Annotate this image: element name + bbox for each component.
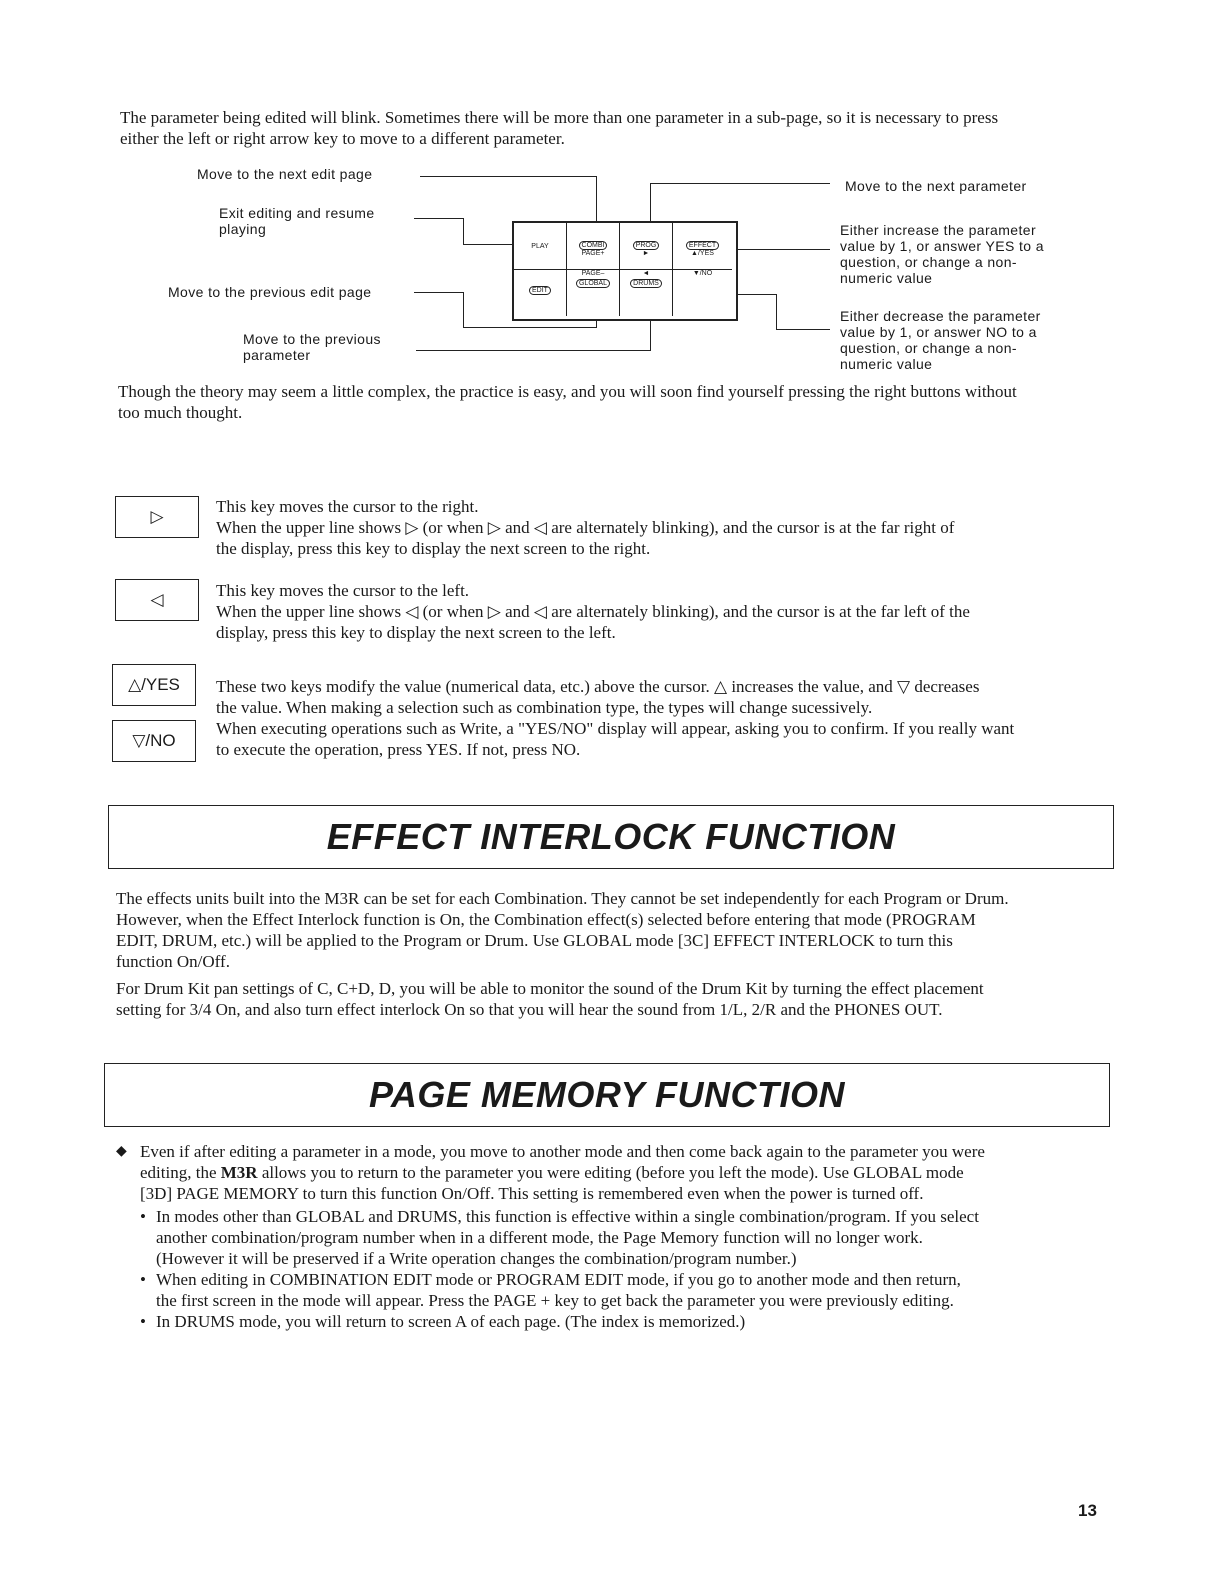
body-line: Even if after editing a parameter in a mode, you move to another mode and then come back again to the parameter you were [140, 1142, 985, 1161]
dot-bullet-icon: • [140, 1207, 146, 1226]
outro-paragraph [118, 381, 1128, 423]
yes-key-label: △/YES [128, 675, 180, 694]
leader-line [650, 317, 651, 351]
effect-interlock-header [108, 805, 1114, 869]
global-key[interactable] [567, 270, 620, 316]
effect-interlock-body [116, 888, 1116, 1020]
leader-line [776, 294, 777, 330]
desc-line: When the upper line shows ◁ (or when ▷ and ◁ are alternately blinking), and the cursor is at the far left of the [216, 602, 970, 621]
key-label: COMBI [579, 241, 608, 250]
label-line: numeric value [840, 270, 933, 286]
outro-line: Though the theory may seem a little complex, the practice is easy, and you will soon find yourself pressing the right buttons without [118, 382, 1017, 401]
leader-line [650, 183, 651, 222]
key-label: PLAY [531, 243, 549, 250]
intro-line: The parameter being edited will blink. Sometimes there will be more than one parameter in a sub-page, so it is necessary to press [120, 108, 999, 127]
leader-line [420, 176, 597, 177]
drums-key[interactable] [620, 270, 673, 316]
desc-line: This key moves the cursor to the right. [216, 497, 479, 516]
right-cursor-key[interactable] [115, 496, 199, 538]
right-key-description [216, 496, 1126, 559]
model-name: M3R [220, 1163, 258, 1182]
label-line: numeric value [840, 356, 933, 372]
body-line: the first screen in the mode will appear. Press the PAGE + key to get back the parameter you were previously editing. [156, 1291, 954, 1310]
key-label: PROG [633, 241, 660, 250]
label-exit-editing [219, 205, 375, 237]
left-triangle-icon: ◁ [150, 590, 164, 609]
main-bullet [116, 1141, 1116, 1204]
list-item [140, 1206, 1116, 1269]
left-cursor-key[interactable] [115, 579, 199, 621]
key-sublabel: ◄ [642, 270, 650, 277]
page-memory-title: PAGE MEMORY FUNCTION [368, 1074, 846, 1115]
leader-line [650, 183, 830, 184]
list-item [140, 1269, 1116, 1311]
label-decrease [840, 308, 1041, 372]
body-line: [3D] PAGE MEMORY to turn this function On/Off. This setting is remembered even when the power is turned off. [140, 1184, 924, 1203]
body-line: another combination/program number when in a different mode, the Page Memory function will no longer work. [156, 1228, 923, 1247]
text-run: allows you to return to the parameter you were editing (before you left the mode). Use GLOBAL mode [257, 1163, 964, 1182]
leader-line [414, 292, 464, 293]
label-line: question, or change a non- [840, 340, 1017, 356]
label-line: parameter [243, 347, 311, 363]
desc-line: When executing operations such as Write, a "YES/NO" display will appear, asking you to confirm. If you really want [216, 719, 1015, 738]
label-line: playing [219, 221, 267, 237]
effect-key[interactable] [673, 223, 732, 270]
intro-line: either the left or right arrow key to move to a different parameter. [120, 129, 565, 148]
diamond-bullet-icon: ◆ [116, 1144, 127, 1159]
desc-line: These two keys modify the value (numerical data, etc.) above the cursor. △ increases the value, and ▽ decreases [216, 677, 980, 696]
desc-line: display, press this key to display the next screen to the left. [216, 623, 616, 642]
label-next-edit-page: Move to the next edit page [197, 166, 373, 182]
sub-bullet-list [116, 1206, 1116, 1332]
label-line: question, or change a non- [840, 254, 1017, 270]
key-sublabel: PAGE– [581, 270, 605, 277]
label-line: Exit editing and resume [219, 205, 375, 221]
body-line: In modes other than GLOBAL and DRUMS, this function is effective within a single combination/program. If you select [156, 1207, 979, 1226]
key-label: GLOBAL [576, 279, 610, 288]
front-panel [512, 221, 738, 321]
right-triangle-icon: ▷ [150, 507, 164, 526]
leader-line [734, 294, 776, 295]
body-line: For Drum Kit pan settings of C, C+D, D, you will be able to monitor the sound of the Drum Kit by turning the effect placement [116, 979, 984, 998]
effect-interlock-title: EFFECT INTERLOCK FUNCTION [326, 816, 896, 857]
body-line: EDIT, DRUM, etc.) will be applied to the Program or Drum. Use GLOBAL mode [3C] EFFECT INTERLOCK to turn this [116, 931, 953, 950]
prog-key[interactable] [620, 223, 673, 270]
label-line: value by 1, or answer YES to a [840, 238, 1044, 254]
key-label: EFFECT [686, 241, 719, 250]
text-run: editing, the [140, 1163, 221, 1182]
leader-line [463, 327, 597, 328]
page-number: 13 [1078, 1501, 1097, 1520]
page-memory-header [104, 1063, 1110, 1127]
label-line: value by 1, or answer NO to a [840, 324, 1037, 340]
label-increase [840, 222, 1044, 286]
edit-key[interactable] [514, 270, 567, 316]
dot-bullet-icon: • [140, 1270, 146, 1289]
list-item [140, 1311, 1116, 1332]
body-line [140, 1162, 1116, 1183]
body-line: function On/Off. [116, 952, 230, 971]
leader-line [596, 176, 597, 222]
no-key[interactable] [673, 270, 732, 316]
leader-line [463, 292, 464, 328]
leader-line [416, 350, 650, 351]
combi-key[interactable] [567, 223, 620, 270]
leader-line [734, 249, 830, 250]
no-key-label: ▽/NO [132, 731, 176, 750]
body-line: setting for 3/4 On, and also turn effect interlock On so that you will hear the sound from 1/L, 2/R and the PHONES OUT. [116, 1000, 943, 1019]
outro-line: too much thought. [118, 403, 243, 422]
left-key-description [216, 580, 1126, 643]
desc-line: to execute the operation, press YES. If not, press NO. [216, 740, 581, 759]
body-line: (However it will be preserved if a Write operation changes the combination/program number.) [156, 1249, 797, 1268]
body-line: However, when the Effect Interlock function is On, the Combination effect(s) selected before entering that mode (PROGRAM [116, 910, 976, 929]
label-next-parameter: Move to the next parameter [845, 178, 1027, 194]
leader-line [414, 218, 464, 219]
yesno-key-description [216, 676, 1126, 760]
label-prev-edit-page: Move to the previous edit page [168, 284, 372, 300]
desc-line: This key moves the cursor to the left. [216, 581, 470, 600]
no-key-box[interactable] [112, 720, 196, 762]
key-label: EDIT [529, 286, 551, 295]
label-line: Move to the previous [243, 331, 381, 347]
body-line: The effects units built into the M3R can be set for each Combination. They cannot be set independently for each Program or Drum. [116, 889, 1009, 908]
desc-line: the value. When making a selection such as combination type, the types will change sucessively. [216, 698, 873, 717]
key-sublabel: PAGE+ [581, 250, 605, 257]
yes-key[interactable] [112, 664, 196, 706]
label-line: Either increase the parameter [840, 222, 1037, 238]
dot-bullet-icon: • [140, 1312, 146, 1331]
key-label: DRUMS [630, 279, 662, 288]
label-line: Either decrease the parameter [840, 308, 1041, 324]
label-prev-parameter [243, 331, 381, 363]
page-memory-body [116, 1141, 1116, 1332]
key-sublabel: ▼/NO [692, 270, 713, 277]
desc-line: the display, press this key to display the next screen to the right. [216, 539, 651, 558]
play-key[interactable] [514, 223, 567, 270]
key-sublabel: ▲/YES [691, 250, 714, 257]
body-line: When editing in COMBINATION EDIT mode or PROGRAM EDIT mode, if you go to another mode and then return, [156, 1270, 961, 1289]
leader-line [463, 244, 513, 245]
key-sublabel: ► [642, 250, 650, 257]
body-line: In DRUMS mode, you will return to screen A of each page. (The index is memorized.) [156, 1312, 746, 1331]
leader-line [463, 218, 464, 244]
leader-line [776, 329, 830, 330]
intro-paragraph [120, 107, 1130, 149]
desc-line: When the upper line shows ▷ (or when ▷ and ◁ are alternately blinking), and the cursor is at the far right of [216, 518, 955, 537]
